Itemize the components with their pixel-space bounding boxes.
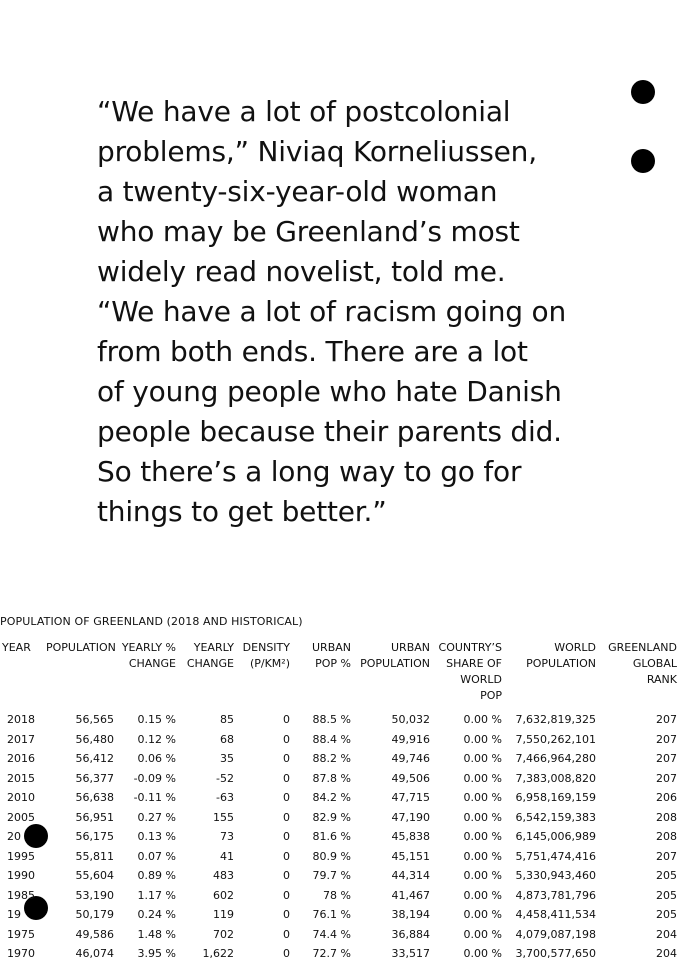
cell-world-share: 0.00 % xyxy=(463,752,502,765)
cell-population: 56,565 xyxy=(75,713,114,726)
cell-yearly-change: 155 xyxy=(213,810,234,824)
table-row xyxy=(0,808,679,828)
cell-world-population: 7,632,819,325 xyxy=(515,713,596,726)
cell-world-population: 4,873,781,796 xyxy=(515,888,596,902)
cell-urban-population: 49,916 xyxy=(391,732,430,746)
cell-yearly-pct-change: 0.89 % xyxy=(137,869,176,882)
cell-density: 0 xyxy=(283,732,290,746)
cell-density: 0 xyxy=(283,888,290,902)
column-header-line: POP % xyxy=(315,657,351,670)
cell-yearly-pct-change: 1.17 % xyxy=(137,888,176,902)
cell-global-rank: 207 xyxy=(656,732,677,746)
column-header-line: SHARE OF xyxy=(446,657,502,670)
cell-yearly-change: 35 xyxy=(220,752,234,765)
cell-urban-pop-pct: 76.1 % xyxy=(312,908,351,921)
cell-world-population: 6,958,169,159 xyxy=(515,791,596,804)
cell-world-population: 7,550,262,101 xyxy=(515,732,596,746)
table-row xyxy=(0,788,679,808)
cell-global-rank: 207 xyxy=(656,849,677,863)
cell-world-population: 5,751,474,416 xyxy=(515,849,596,863)
cell-yearly-pct-change: -0.09 % xyxy=(133,771,176,785)
column-header-line: POPULATION xyxy=(46,641,116,654)
cell-year: 2015 xyxy=(7,771,35,785)
cell-population: 56,412 xyxy=(75,752,114,765)
cell-density: 0 xyxy=(283,908,290,921)
cell-world-share: 0.00 % xyxy=(463,791,502,804)
cell-world-share: 0.00 % xyxy=(463,713,502,726)
cell-density: 0 xyxy=(283,927,290,941)
cell-world-share: 0.00 % xyxy=(463,869,502,882)
cell-population: 55,604 xyxy=(75,869,114,882)
cell-urban-pop-pct: 81.6 % xyxy=(312,830,351,843)
population-table xyxy=(0,638,679,964)
cell-population: 56,951 xyxy=(75,810,114,824)
cell-global-rank: 207 xyxy=(656,713,677,726)
cell-yearly-pct-change: -0.11 % xyxy=(133,791,176,804)
cell-yearly-change: 483 xyxy=(213,869,234,882)
cell-urban-population: 47,715 xyxy=(391,791,430,804)
cell-urban-pop-pct: 88.4 % xyxy=(312,732,351,746)
cell-density: 0 xyxy=(283,713,290,726)
cell-world-population: 4,079,087,198 xyxy=(515,927,596,941)
column-header-yearly-pct-change xyxy=(116,638,178,710)
cell-density: 0 xyxy=(283,771,290,785)
cell-world-population: 5,330,943,460 xyxy=(515,869,596,882)
cell-yearly-change: -52 xyxy=(216,771,234,785)
cell-world-share: 0.00 % xyxy=(463,927,502,941)
cell-urban-population: 44,314 xyxy=(391,869,430,882)
cell-yearly-change: 702 xyxy=(213,927,234,941)
cell-density: 0 xyxy=(283,810,290,824)
quote-line: So there’s a long way to go for xyxy=(97,455,522,488)
cell-urban-population: 45,838 xyxy=(391,830,430,843)
cell-population: 55,811 xyxy=(75,849,114,863)
cell-year: 2010 xyxy=(7,791,35,804)
column-header-line: CHANGE xyxy=(186,657,234,670)
cell-global-rank: 205 xyxy=(656,869,677,882)
cell-yearly-pct-change: 0.27 % xyxy=(137,810,176,824)
cell-population: 56,638 xyxy=(75,791,114,804)
table-title: POPULATION OF GREENLAND (2018 AND HISTORICAL) xyxy=(0,615,303,628)
cell-population: 56,175 xyxy=(75,830,114,843)
cell-year: 2018 xyxy=(7,713,35,726)
cell-yearly-change: 41 xyxy=(220,849,234,863)
column-header-global-rank xyxy=(598,638,679,710)
cell-urban-pop-pct: 88.2 % xyxy=(312,752,351,765)
cell-year: 1975 xyxy=(7,927,35,941)
cell-yearly-change: 119 xyxy=(213,908,234,921)
cell-urban-population: 49,506 xyxy=(391,771,430,785)
table-row xyxy=(0,925,679,945)
column-header-line: CHANGE xyxy=(128,657,176,670)
cell-density: 0 xyxy=(283,947,290,960)
cell-density: 0 xyxy=(283,830,290,843)
cell-world-population: 6,542,159,383 xyxy=(515,810,596,824)
cell-yearly-change: 68 xyxy=(220,732,234,746)
cell-year: 1985 xyxy=(7,888,35,902)
table-row xyxy=(0,749,679,769)
cell-global-rank: 204 xyxy=(656,927,677,941)
cell-global-rank: 206 xyxy=(656,791,677,804)
quote-line: “We have a lot of racism going on xyxy=(97,295,567,328)
cell-yearly-pct-change: 0.15 % xyxy=(137,713,176,726)
quote-line: a twenty-six-year-old woman xyxy=(97,175,498,208)
quote-line: “We have a lot of postcolonial xyxy=(97,95,511,128)
quote-line: problems,” Niviaq Korneliussen, xyxy=(97,135,537,168)
quote-line: people because their parents did. xyxy=(97,415,562,448)
cell-density: 0 xyxy=(283,752,290,765)
cell-urban-pop-pct: 78 % xyxy=(323,888,351,902)
column-header-line: DENSITY xyxy=(242,641,290,654)
cell-urban-pop-pct: 74.4 % xyxy=(312,927,351,941)
cell-world-share: 0.00 % xyxy=(463,888,502,902)
cell-population: 49,586 xyxy=(75,927,114,941)
cell-yearly-pct-change: 3.95 % xyxy=(137,947,176,960)
cell-global-rank: 205 xyxy=(656,888,677,902)
column-header-density xyxy=(236,638,292,710)
hole-punch-mid-right xyxy=(631,149,655,173)
table-row xyxy=(0,769,679,789)
cell-year: 2017 xyxy=(7,732,35,746)
cell-global-rank: 208 xyxy=(656,830,677,843)
cell-world-population: 6,145,006,989 xyxy=(515,830,596,843)
table-row xyxy=(0,827,679,847)
column-header-urban-pop-pct xyxy=(292,638,353,710)
column-header-population xyxy=(44,638,116,710)
cell-urban-pop-pct: 82.9 % xyxy=(312,810,351,824)
cell-world-population: 4,458,411,534 xyxy=(515,908,596,921)
table-row xyxy=(0,905,679,925)
cell-yearly-change: -63 xyxy=(216,791,234,804)
cell-urban-population: 38,194 xyxy=(391,908,430,921)
cell-year: 1995 xyxy=(7,849,35,863)
cell-year: 2016 xyxy=(7,752,35,765)
column-header-line: URBAN xyxy=(312,641,351,654)
cell-yearly-pct-change: 0.24 % xyxy=(137,908,176,921)
cell-urban-population: 45,151 xyxy=(391,849,430,863)
cell-yearly-pct-change: 0.13 % xyxy=(137,830,176,843)
cell-world-population: 3,700,577,650 xyxy=(515,947,596,960)
cell-population: 56,377 xyxy=(75,771,114,785)
column-header-world-share xyxy=(432,638,504,710)
quote-line: of young people who hate Danish xyxy=(97,375,562,408)
cell-yearly-pct-change: 0.07 % xyxy=(137,849,176,863)
cell-year: 2005 xyxy=(7,810,35,824)
hole-punch-top-right xyxy=(631,80,655,104)
column-header-line: YEARLY % xyxy=(121,641,176,654)
column-header-line: (P/KM²) xyxy=(249,657,290,670)
cell-population: 46,074 xyxy=(75,947,114,960)
cell-world-share: 0.00 % xyxy=(463,771,502,785)
cell-yearly-change: 73 xyxy=(220,830,234,843)
column-header-urban-population xyxy=(353,638,432,710)
cell-urban-population: 36,884 xyxy=(391,927,430,941)
pull-quote xyxy=(97,92,577,532)
table-row xyxy=(0,710,679,730)
column-header-year xyxy=(0,638,44,710)
cell-density: 0 xyxy=(283,869,290,882)
cell-world-share: 0.00 % xyxy=(463,830,502,843)
cell-world-share: 0.00 % xyxy=(463,810,502,824)
cell-global-rank: 207 xyxy=(656,771,677,785)
cell-urban-pop-pct: 79.7 % xyxy=(312,869,351,882)
cell-urban-population: 50,032 xyxy=(391,713,430,726)
column-header-line: POP xyxy=(480,689,502,702)
cell-urban-pop-pct: 84.2 % xyxy=(312,791,351,804)
column-header-line: YEAR xyxy=(2,641,31,654)
column-header-line: URBAN xyxy=(391,641,430,654)
cell-density: 0 xyxy=(283,849,290,863)
column-header-line: WORLD xyxy=(460,673,502,686)
cell-yearly-change: 1,622 xyxy=(202,947,234,960)
cell-world-share: 0.00 % xyxy=(463,908,502,921)
cell-global-rank: 207 xyxy=(656,752,677,765)
cell-world-share: 0.00 % xyxy=(463,849,502,863)
cell-urban-pop-pct: 87.8 % xyxy=(312,771,351,785)
cell-world-share: 0.00 % xyxy=(463,732,502,746)
quote-line: from both ends. There are a lot xyxy=(97,335,528,368)
cell-global-rank: 205 xyxy=(656,908,677,921)
column-header-line: POPULATION xyxy=(526,657,596,670)
cell-urban-pop-pct: 80.9 % xyxy=(312,849,351,863)
quote-line: who may be Greenland’s most xyxy=(97,215,520,248)
cell-urban-population: 47,190 xyxy=(391,810,430,824)
cell-population: 50,179 xyxy=(75,908,114,921)
column-header-line: COUNTRY’S xyxy=(438,641,502,654)
column-header-line: YEARLY xyxy=(193,641,234,654)
cell-yearly-change: 602 xyxy=(213,888,234,902)
column-header-line: WORLD xyxy=(554,641,596,654)
column-header-world-population xyxy=(504,638,598,710)
table-row xyxy=(0,944,679,964)
cell-world-share: 0.00 % xyxy=(463,947,502,960)
cell-urban-population: 33,517 xyxy=(391,947,430,960)
column-header-yearly-change xyxy=(178,638,236,710)
cell-urban-pop-pct: 88.5 % xyxy=(312,713,351,726)
table-row xyxy=(0,847,679,867)
table-header-row xyxy=(0,638,679,710)
quote-line: widely read novelist, told me. xyxy=(97,255,506,288)
cell-year: 1970 xyxy=(7,947,35,960)
table-row xyxy=(0,730,679,750)
table-body xyxy=(0,710,679,964)
cell-yearly-pct-change: 0.06 % xyxy=(137,752,176,765)
cell-urban-population: 49,746 xyxy=(391,752,430,765)
quote-line: things to get better.” xyxy=(97,495,387,528)
cell-world-population: 7,466,964,280 xyxy=(515,752,596,765)
cell-density: 0 xyxy=(283,791,290,804)
cell-global-rank: 204 xyxy=(656,947,677,960)
cell-yearly-pct-change: 1.48 % xyxy=(137,927,176,941)
cell-urban-pop-pct: 72.7 % xyxy=(312,947,351,960)
cell-year: 1990 xyxy=(7,869,35,882)
cell-year: 19 xyxy=(7,908,21,921)
cell-year: 20 xyxy=(7,830,21,843)
cell-world-population: 7,383,008,820 xyxy=(515,771,596,785)
cell-urban-population: 41,467 xyxy=(391,888,430,902)
cell-population: 56,480 xyxy=(75,732,114,746)
column-header-line: POPULATION xyxy=(360,657,430,670)
column-header-line: GREENLAND xyxy=(608,641,677,654)
cell-yearly-change: 85 xyxy=(220,713,234,726)
table-row xyxy=(0,886,679,906)
cell-population: 53,190 xyxy=(75,888,114,902)
table-row xyxy=(0,866,679,886)
column-header-line: GLOBAL RANK xyxy=(632,657,677,686)
cell-yearly-pct-change: 0.12 % xyxy=(137,732,176,746)
cell-global-rank: 208 xyxy=(656,810,677,824)
